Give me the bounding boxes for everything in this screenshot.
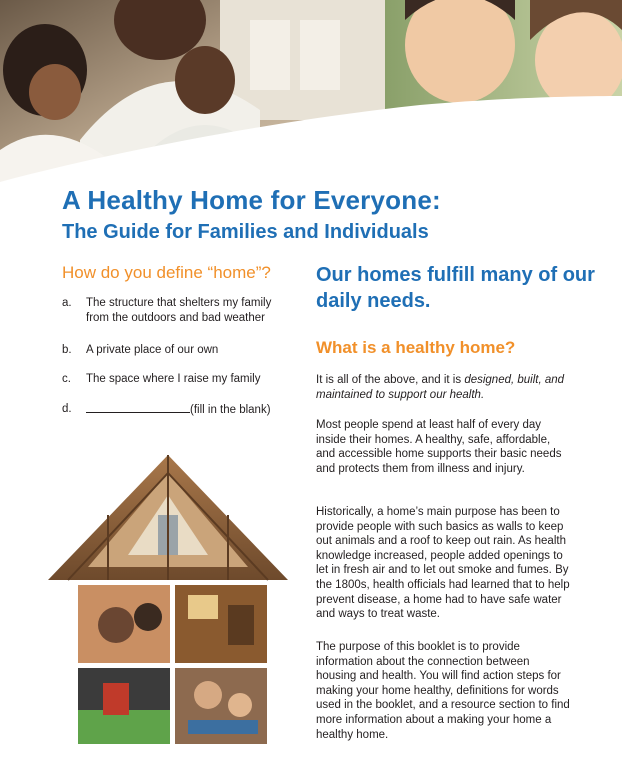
choice-text-fill (86, 402, 286, 418)
paragraph-2: Historically, a home’s main purpose has been to provide people with such basics as walls to keep out animals and a roof to keep out rain. As health knowledge increased, people added openings to let in fresh air and to let out smoke and fumes. By the 1800s, health officials had learned that to help prevent disease, a home had to have safe water and ways to treat waste. (316, 506, 570, 621)
choice-letter: b. (62, 344, 72, 356)
choice-letter: c. (62, 373, 71, 385)
paragraph-1: Most people spend at least half of every day inside their homes. A healthy, safe, affordable, and accessible home supports their basic needs and protects them from illness and injury. (316, 419, 562, 475)
choice-letter: d. (62, 403, 72, 415)
fill-in-blank-line (86, 402, 190, 413)
choice-text: The space where I raise my family (86, 373, 261, 385)
choice-letter: a. (62, 297, 72, 309)
right-heading: Our homes fulfill many of our daily needs. (316, 264, 595, 312)
intro-emphasis: designed, built, and maintained to support our health. (316, 374, 565, 401)
intro-text: It is all of the above, and it is (316, 374, 465, 386)
house-photo-collage (48, 455, 288, 755)
choice-text: A private place of our own (86, 344, 219, 356)
page-subtitle: The Guide for Families and Individuals (62, 221, 429, 243)
paragraph-3: The purpose of this booklet is to provide information about the connection between housing and health. You will find action steps for making your home healthy, definitions for words used in the booklet, and a resource section to find more information about a making your home a healthy home. (316, 641, 570, 741)
healthy-home-subheading: What is a healthy home? (316, 338, 516, 357)
question-heading: How do you define “home”? (62, 263, 271, 282)
fill-in-blank-label: (fill in the blank) (190, 404, 271, 416)
header-photo-banner (0, 0, 622, 200)
choice-text: The structure that shelters my family from the outdoors and bad weather (86, 297, 272, 324)
intro-paragraph (316, 373, 571, 402)
page-title: A Healthy Home for Everyone: (62, 185, 441, 215)
